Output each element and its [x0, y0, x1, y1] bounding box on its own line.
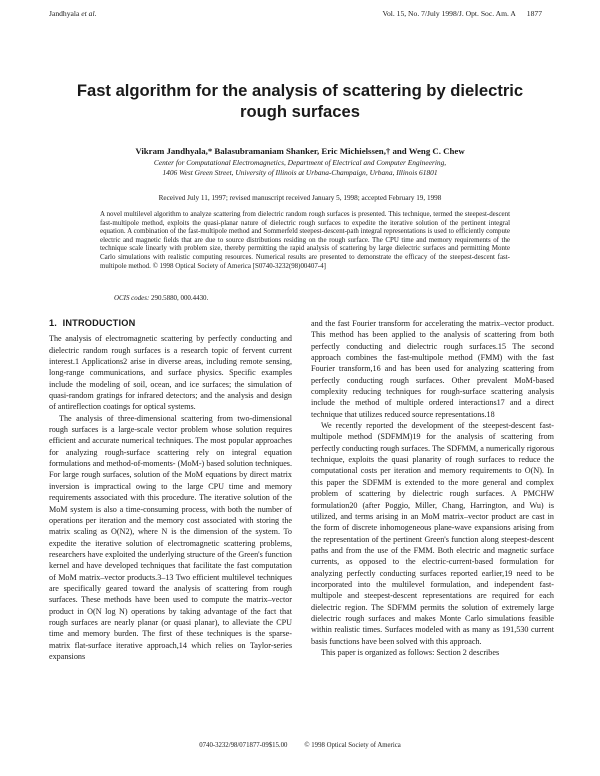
header-etal: et al. — [81, 9, 97, 18]
paragraph: The analysis of three-dimensional scattering from two-dimensional rough surfaces is a large-scale vector problem whose solution requires efficient and accurate numerical techniques. The most popular approaches for analyzing rough-surface scattering rely on integral equation formulations and method-of-moments- (MoM-) based solution techniques. For large rough surfaces, solution of the MoM equations by direct matrix inversion is impractical owing to the large CPU time and memory requirements associated with this procedure. The iterative solution of the MoM system is also a time-consuming process, with both the number of operations per iteration and the memory cost associated with storing the matrix scaling as O(N2), where N is the dimension of the system. To expedite the iterative solution of electromagnetic scattering problems, researchers have exploited the underlying structure of the Green's function kernel and have developed techniques that facilitate the fast computation of MoM matrix–vector products.3–13 Two efficient multilevel techniques are specifically geared toward the analysis of scattering from rough surfaces. These methods have been used to compute the matrix–vector product in O(N log N) operations by taking advantage of the fact that rough surfaces are nearly planar (or quasi planar), to alleviate the CPU time and memory burden. The first of these techniques is the sparse-matrix flat-surface iterative approach,14 which relies on Taylor-series expansions — [49, 413, 292, 661]
ocis-values: 290.5880, 000.4430. — [151, 294, 209, 302]
author-list: Vikram Jandhyala,* Balasubramaniam Shanker, Eric Michielssen,† and Weng C. Chew — [135, 146, 465, 156]
paragraph: We recently reported the development of the steepest-descent fast-multipole method (SDFMM)19 for the analysis of scattering from perfectly conducting rough surfaces. The SDFMM, a numerically rigorous technique, exploits the quasi planarity of rough surfaces to reduce the computational costs per iteration and memory requirements to O(N). In this paper the SDFMM is extended to the more general and complex problem of scattering by dielectric rough surfaces. A PMCHW formulation20 (after Poggio, Miller, Chang, Harrington, and Wu) is utilized, and terms arising in an MoM matrix–vector product are cast in the form of discrete inhomogeneous plane-wave expansions arising from the representation of the pertinent Green's function along steepest-descent paths and from the use of the FMM. Both electric and magnetic surface currents, as opposed to the electric-current-based formulation for analyzing perfectly conducting surfaces reported earlier,19 need to be incorporated into the multilevel formulation, and independent fast-multipole and steepest-descent representations are required for each dielectric region. The SDFMM permits the solution of extremely large dielectric rough surfaces and makes Monte Carlo simulations feasible within realistic times. Surfaces modeled with as many as 191,530 current basis functions have been solved with this approach. — [311, 421, 554, 646]
running-header-left — [49, 9, 96, 18]
affiliation-line-1: Center for Computational Electromagnetics, Department of Electrical and Computer Engineering, — [153, 158, 447, 167]
paragraph: and the fast Fourier transform for accelerating the matrix–vector product. This method has been applied to the analysis of scattering from both perfectly conducting and dielectric rough surfaces.15 The second approach combines the fast-multipole method (FMM) with the fast Fourier transform,16 and has been used for analyzing scattering from perfectly conducting rough surfaces. Other prevalent MoM-based complexity reducing techniques for rough-surface scattering analysis include the method of multiple ordered interactions17 and a direct technique that utilizes reduced source representations.18 — [311, 319, 554, 419]
ocis-codes — [114, 294, 208, 302]
received-dates: Received July 11, 1997; revised manuscript received January 5, 1998; accepted February 19, 1998 — [158, 194, 442, 202]
section-heading: 1. INTRODUCTION — [49, 318, 136, 328]
affiliation — [60, 158, 540, 178]
paragraph: The analysis of electromagnetic scattering by perfectly conducting and dielectric random rough surfaces is a research topic of fervent current interest.1 Applications2 arise in diverse areas, including remote sensing, long-range communications, and surface physics. Specific examples include the modeling of soil, ocean, and ice surfaces; the simulation of quasi-random gratings for infrared detectors; and the analysis and design of antireflection coatings for optical systems. — [49, 334, 292, 412]
ocis-label: OCIS codes: — [114, 294, 150, 302]
paper-title: Fast algorithm for the analysis of scattering by dielectric rough surfaces — [76, 81, 524, 121]
left-column — [49, 318, 292, 662]
abstract: A novel multilevel algorithm to analyze scattering from dielectric random rough surfaces is presented. This technique, termed the steepest-descent fast-multipole method, exploits the quasi-planar nature of dielectric rough surfaces to expedite the iterative solution of the pertinent integral equation. A combination of the fast-multipole method and Sommerfeld steepest-descent-path integral representations is used to efficiently compute electric and magnetic fields that are due to source distributions residing on the rough surface. The CPU time and memory requirements of the technique scale linearly with problem size, thereby permitting the rapid analysis of scattering by large dielectric surfaces and permitting Monte Carlo simulations with realistic computing resources. Numerical results are presented to demonstrate the efficacy of the steepest-descent fast-multipole method. © 1998 Optical Society of America [S0740-3232(98)00407-4] — [100, 210, 510, 270]
paragraph: This paper is organized as follows: Section 2 describes — [321, 647, 500, 657]
page-footer: 0740-3232/98/071877-09$15.00 © 1998 Optical Society of America — [199, 742, 401, 749]
header-authors: Jandhyala — [49, 9, 80, 18]
running-header-right: Vol. 15, No. 7/July 1998/J. Opt. Soc. Am. A 1877 — [382, 9, 542, 18]
affiliation-line-2: 1406 West Green Street, University of Illinois at Urbana-Champaign, Urbana, Illinois 61801 — [162, 168, 438, 177]
right-column — [311, 318, 554, 658]
